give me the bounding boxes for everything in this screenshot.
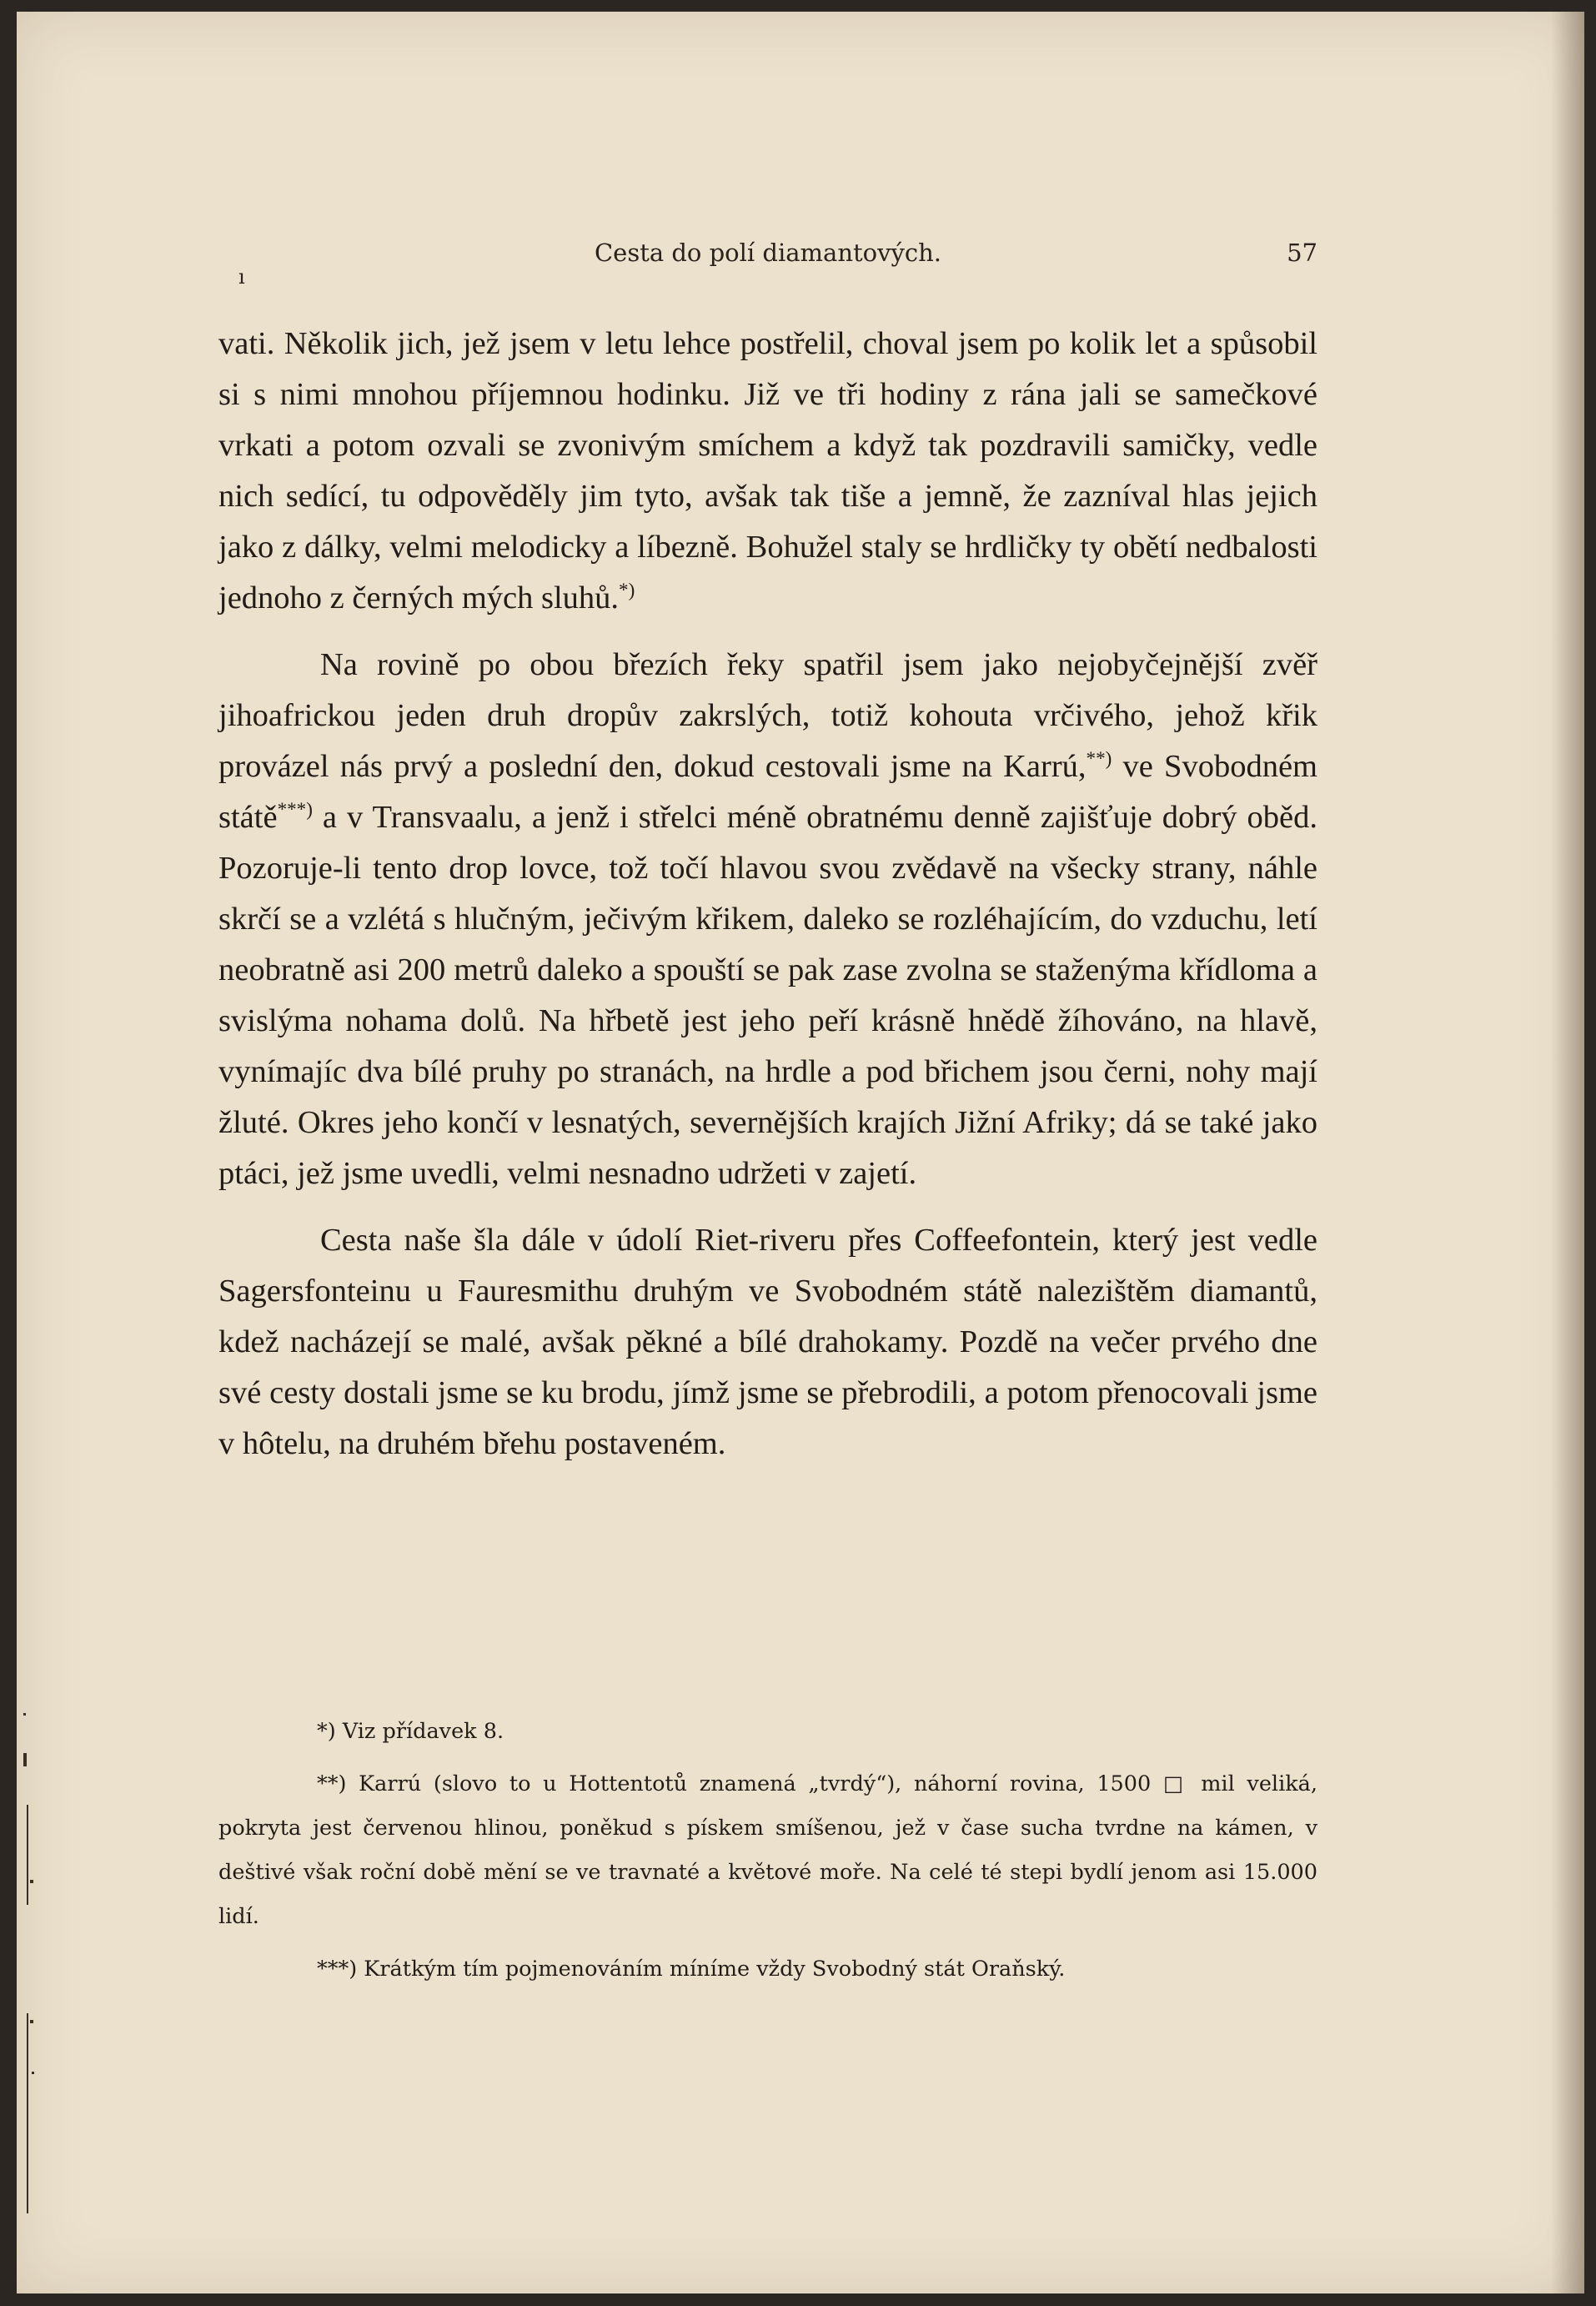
left-margin-marks xyxy=(17,12,67,2293)
footnote-marker: ***) xyxy=(317,1957,358,1982)
footnote xyxy=(218,1947,1317,1992)
margin-tick xyxy=(27,1805,28,1905)
paragraph-text: a v Transvaalu, a jenž i střelci méně obratnému denně zajišťuje dobrý oběd. Pozoruje-li tento drop lovce, tož točí hlavou svou zvědavě na všecky strany, náhle skrčí se a vzlétá s hlučným, ječivým křikem, daleko se rozléhajícím, do vzduchu, letí neobratně asi 200 metrů daleko a spouští se pak zase zvolna se staženýma křídloma a svislýma nohama dolů. Na hřbetě jest jeho peří krásně hnědě žíhováno, na hlavě, vynímajíc dva bílé pruhy po stranách, na hrdle a pod břichem jsou černi, nohy mají žluté. Okres jeho končí v lesnatých, severnějších krajích Jižní Afriky; dá se také jako ptáci, jež jsme uvedli, velmi nesnadno udržeti v zajetí. xyxy=(218,800,1317,1191)
margin-tick xyxy=(27,2013,28,2213)
margin-tick xyxy=(30,2020,33,2023)
margin-tick xyxy=(32,2072,34,2074)
margin-tick xyxy=(23,1753,27,1766)
footnote-marker: *) xyxy=(317,1719,336,1744)
running-title: Cesta do polí diamantových. xyxy=(594,239,942,267)
paragraph xyxy=(218,319,1317,624)
paragraph-text: ve Svobodném státě xyxy=(218,749,1317,835)
paragraph-text: vati. Několik jich, jež jsem v letu lehce postřelil, choval jsem po kolik let a spůsobil si s nimi mnohou příjemnou hodinku. Již ve tři hodiny z rána jali se samečkové vrkati a potom ozvali se zvonivým smíchem a když tak pozdravili samičky, vedle nich sedící, tu odpověděly jim tyto, avšak tak tiše a jemně, že zazníval hlas jejich jako z dálky, velmi melodicky a líbezně. Bohužel staly se hrdličky ty obětí nedbalosti jednoho z černých mých sluhů. xyxy=(218,326,1317,615)
stray-print-mark: ı xyxy=(238,265,245,289)
margin-tick xyxy=(23,1713,26,1716)
paragraph-text: Na rovině po obou březích řeky spatřil jsem jako nejobyčejnější zvěř jihoafrickou jeden druh dropův zakrslých, totiž kohouta vrčivého, jehož křik provázel nás prvý a poslední den, dokud cestovali jsme na Karrú, xyxy=(218,647,1317,784)
footnote-ref: **) xyxy=(1086,747,1112,770)
footnotes xyxy=(218,1710,1317,2000)
book-page xyxy=(17,12,1584,2293)
paragraph xyxy=(218,640,1317,1199)
footnote-marker: **) xyxy=(317,1771,347,1796)
footnote-ref: *) xyxy=(619,579,635,601)
running-header xyxy=(218,239,1317,289)
paragraph-text: Cesta naše šla dále v údolí Riet-riveru přes Coffeefontein, který jest vedle Sagersfonteinu u Fauresmithu druhým ve Svobodném státě nalezištěm diamantů, kdež nacházejí se malé, avšak pěkné a bílé drahokamy. Pozdě na večer prvého dne své cesty dostali jsme se ku brodu, jímž jsme se přebrodili, a potom přenocovali jsme v hôtelu, na druhém břehu postaveném. xyxy=(218,1223,1317,1461)
page-edge-shadow xyxy=(1551,12,1584,2293)
footnote-text: Viz přídavek 8. xyxy=(335,1719,504,1744)
main-text xyxy=(218,319,1317,1485)
margin-tick xyxy=(30,1880,33,1883)
page-number: 57 xyxy=(1287,239,1317,267)
footnote-ref: ***) xyxy=(277,798,313,821)
paragraph xyxy=(218,1215,1317,1470)
footnote-text: Krátkým tím pojmenováním míníme vždy Svobodný stát Oraňský. xyxy=(357,1957,1066,1982)
footnote-text: Karrú (slovo to u Hottentotů znamená „tvrdý“), náhorní rovina, 1500 □ mil veliká, pokryta jest červenou hlinou, poněkud s pískem smíšenou, jež v čase sucha tvrdne na kámen, v deštivé však roční době mění se ve travnaté a květové moře. Na celé té stepi bydlí jenom asi 15.000 lidí. xyxy=(218,1771,1317,1929)
footnote xyxy=(218,1710,1317,1754)
footnote xyxy=(218,1762,1317,1939)
